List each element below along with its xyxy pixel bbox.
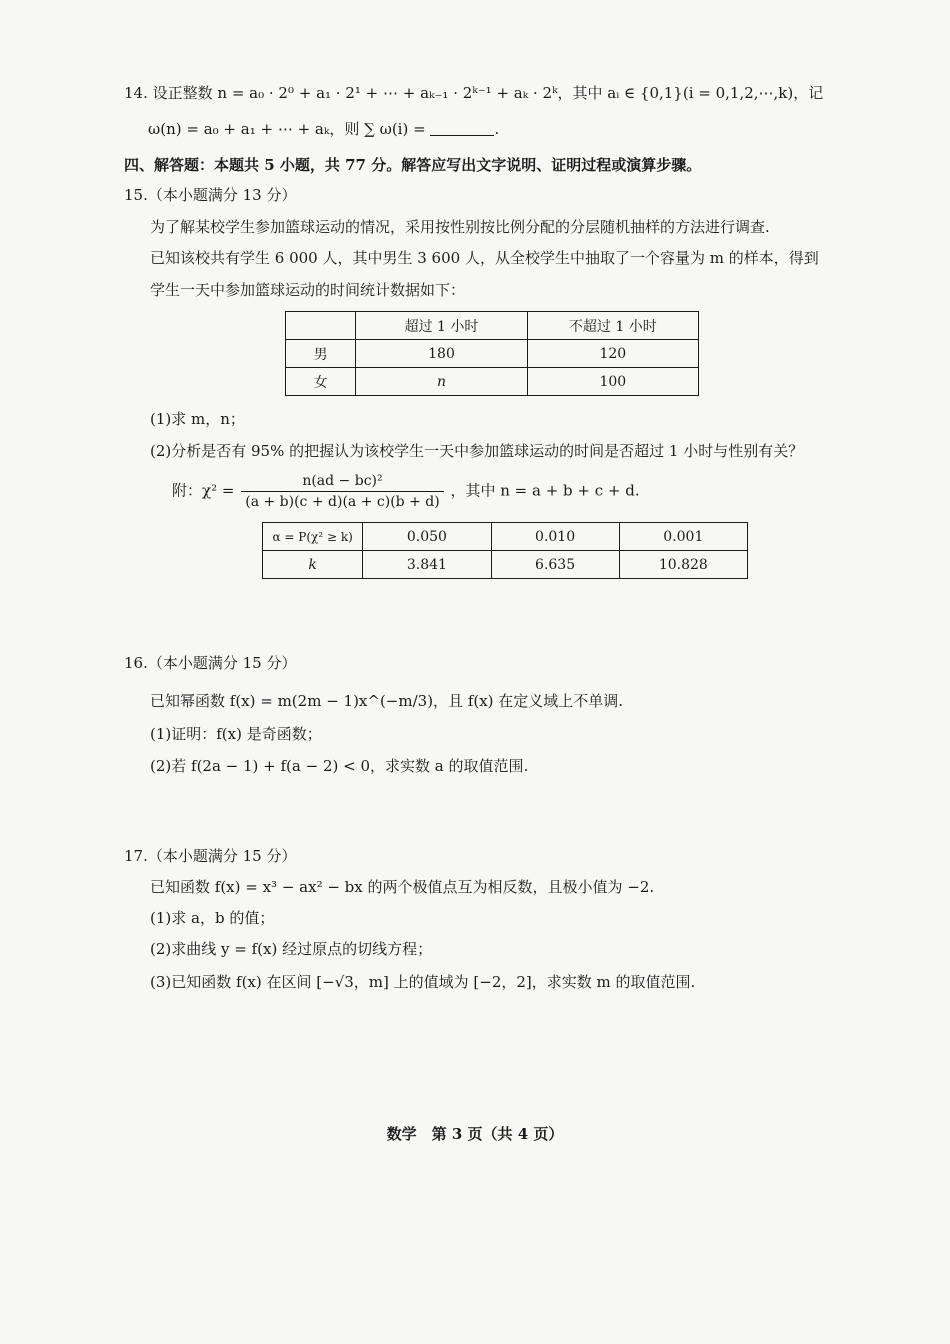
formula-prefix: 附：χ² =	[172, 481, 235, 500]
fraction-denominator: (a + b)(c + d)(a + c)(b + d)	[245, 494, 440, 511]
table-cell: 120	[527, 340, 698, 368]
critical-value-table	[262, 522, 748, 579]
q17-para1: 已知函数 f(x) = x³ − ax² − bx 的两个极值点互为相反数，且极小值为 −2.	[150, 878, 655, 896]
section-heading: 四、解答题：本题共 5 小题，共 77 分。解答应写出文字说明、证明过程或演算步骤。	[124, 156, 702, 174]
table-cell: 3.841	[363, 551, 491, 579]
q15-sub2: (2)分析是否有 95% 的把握认为该校学生一天中参加篮球运动的时间是否超过 1 小时与性别有关？	[150, 442, 804, 460]
table-cell: α = P(χ² ≥ k)	[263, 523, 363, 551]
q15-para3: 学生一天中参加篮球运动的时间统计数据如下：	[150, 281, 466, 299]
q15-formula	[172, 472, 640, 511]
q17-sub3: (3)已知函数 f(x) 在区间 [−√3，m] 上的值域为 [−2，2]，求实数 m 的取值范围.	[150, 973, 696, 991]
formula-suffix: ，其中 n = a + b + c + d.	[450, 481, 640, 500]
table-row	[286, 368, 699, 396]
q16-sub2: (2)若 f(2a − 1) + f(a − 2) < 0，求实数 a 的取值范围.	[150, 757, 529, 775]
table-header-cell: 超过 1 小时	[356, 312, 527, 340]
q14-line2-suffix: .	[494, 120, 500, 138]
q15-header: 15.（本小题满分 13 分）	[124, 186, 297, 204]
table-cell: k	[263, 551, 363, 579]
q15-sub1: (1)求 m，n；	[150, 410, 245, 428]
q16-para1: 已知幂函数 f(x) = m(2m − 1)x^(−m/3)，且 f(x) 在定义域上不单调.	[150, 692, 624, 710]
table-header-cell: 不超过 1 小时	[527, 312, 698, 340]
table-row	[263, 551, 748, 579]
table-cell: 女	[286, 368, 356, 396]
q14-line1: 14. 设正整数 n = a₀ · 2⁰ + a₁ · 2¹ + ⋯ + aₖ₋₁ · 2ᵏ⁻¹ + aₖ · 2ᵏ，其中 aᵢ ∈ {0,1}(i = 0,1,2,⋯,k)，记	[124, 84, 824, 102]
q16-header: 16.（本小题满分 15 分）	[124, 654, 297, 672]
table-cell: 10.828	[619, 551, 747, 579]
table-row	[286, 312, 699, 340]
chi-square-fraction	[241, 472, 443, 511]
table-row	[286, 340, 699, 368]
table-cell: n	[356, 368, 527, 396]
q15-para2: 已知该校共有学生 6 000 人，其中男生 3 600 人，从全校学生中抽取了一个容量为 m 的样本，得到	[150, 249, 819, 267]
q14-line2-prefix: ω(n) = a₀ + a₁ + ⋯ + aₖ，则 ∑ ω(i) =	[148, 120, 426, 138]
q17-sub1: (1)求 a，b 的值；	[150, 909, 275, 927]
q17-header: 17.（本小题满分 15 分）	[124, 847, 297, 865]
table-cell: 100	[527, 368, 698, 396]
answer-blank	[430, 121, 494, 136]
table-cell: 180	[356, 340, 527, 368]
q14-line2	[148, 120, 499, 140]
table-cell: 6.635	[491, 551, 619, 579]
table-cell: 0.010	[491, 523, 619, 551]
table-cell: 男	[286, 340, 356, 368]
page-footer: 数学 第 3 页（共 4 页）	[386, 1125, 564, 1143]
basketball-table	[285, 311, 699, 396]
table-cell: 0.050	[363, 523, 491, 551]
fraction-numerator: n(ad − bc)²	[241, 472, 443, 492]
table-header-cell	[286, 312, 356, 340]
table-row	[263, 523, 748, 551]
table-cell: 0.001	[619, 523, 747, 551]
q16-sub1: (1)证明：f(x) 是奇函数；	[150, 725, 322, 743]
q17-sub2: (2)求曲线 y = f(x) 经过原点的切线方程；	[150, 940, 433, 958]
q15-para1: 为了解某校学生参加篮球运动的情况，采用按性别按比例分配的分层随机抽样的方法进行调查.	[150, 218, 770, 236]
